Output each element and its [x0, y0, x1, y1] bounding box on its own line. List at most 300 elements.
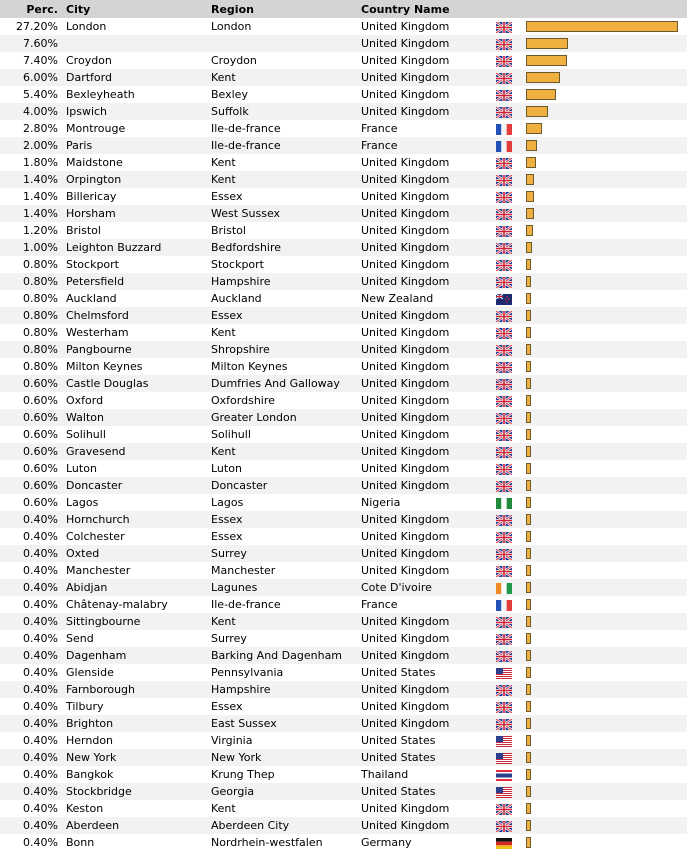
bar-cell: [526, 460, 687, 477]
perc-cell: 0.80%: [0, 273, 66, 290]
region-cell: Milton Keynes: [211, 358, 361, 375]
city-cell: London: [66, 18, 211, 35]
table-row: [0, 681, 687, 698]
flag-cell: [496, 647, 526, 664]
city-cell: Brighton: [66, 715, 211, 732]
country-cell: United Kingdom: [361, 358, 496, 375]
perc-cell: 0.40%: [0, 630, 66, 647]
flag-cell: [496, 222, 526, 239]
uk-flag-icon: [496, 515, 512, 526]
perc-cell: 0.60%: [0, 477, 66, 494]
city-cell: Bexleyheath: [66, 86, 211, 103]
bar-cell: [526, 494, 687, 511]
bar-cell: [526, 239, 687, 256]
flag-cell: [496, 800, 526, 817]
city-cell: Chelmsford: [66, 307, 211, 324]
perc-cell: 0.60%: [0, 426, 66, 443]
city-cell: Hornchurch: [66, 511, 211, 528]
uk-flag-icon: [496, 481, 512, 492]
bar-cell: [526, 35, 687, 52]
bar-cell: [526, 834, 687, 851]
country-cell: United Kingdom: [361, 681, 496, 698]
table-row: [0, 307, 687, 324]
table-row: [0, 69, 687, 86]
bar-cell: [526, 69, 687, 86]
header-region[interactable]: Region: [211, 0, 361, 18]
flag-cell: [496, 443, 526, 460]
region-cell: Krung Thep: [211, 766, 361, 783]
perc-cell: 0.40%: [0, 562, 66, 579]
city-cell: Walton: [66, 409, 211, 426]
perc-cell: 0.80%: [0, 324, 66, 341]
percentage-bar: [526, 191, 534, 202]
bar-cell: [526, 290, 687, 307]
bar-cell: [526, 273, 687, 290]
flag-cell: [496, 545, 526, 562]
region-cell: Kent: [211, 800, 361, 817]
region-cell: Kent: [211, 69, 361, 86]
uk-flag-icon: [496, 362, 512, 373]
region-cell: Nordrhein-westfalen: [211, 834, 361, 851]
percentage-bar: [526, 820, 531, 831]
perc-cell: 0.40%: [0, 783, 66, 800]
country-cell: United Kingdom: [361, 154, 496, 171]
uk-flag-icon: [496, 430, 512, 441]
region-cell: Kent: [211, 154, 361, 171]
table-row: [0, 103, 687, 120]
bar-cell: [526, 732, 687, 749]
perc-cell: 5.40%: [0, 86, 66, 103]
perc-cell: 0.40%: [0, 579, 66, 596]
city-cell: New York: [66, 749, 211, 766]
flag-cell: [496, 715, 526, 732]
uk-flag-icon: [496, 158, 512, 169]
table-row: [0, 205, 687, 222]
table-row: [0, 460, 687, 477]
usa-flag-icon: [496, 787, 512, 798]
flag-cell: [496, 681, 526, 698]
country-cell: United Kingdom: [361, 18, 496, 35]
city-cell: Farnborough: [66, 681, 211, 698]
uk-flag-icon: [496, 447, 512, 458]
percentage-bar: [526, 786, 531, 797]
region-cell: Ile-de-france: [211, 596, 361, 613]
percentage-bar: [526, 650, 531, 661]
city-cell: Manchester: [66, 562, 211, 579]
region-cell: Kent: [211, 613, 361, 630]
region-cell: New York: [211, 749, 361, 766]
table-row: [0, 834, 687, 851]
bar-cell: [526, 664, 687, 681]
region-cell: Doncaster: [211, 477, 361, 494]
flag-cell: [496, 817, 526, 834]
region-cell: Surrey: [211, 545, 361, 562]
percentage-bar: [526, 344, 531, 355]
flag-cell: [496, 579, 526, 596]
flag-cell: [496, 613, 526, 630]
city-cell: Doncaster: [66, 477, 211, 494]
bar-cell: [526, 800, 687, 817]
city-cell: Petersfield: [66, 273, 211, 290]
country-cell: United Kingdom: [361, 426, 496, 443]
region-cell: Essex: [211, 307, 361, 324]
bar-cell: [526, 307, 687, 324]
region-cell: Ile-de-france: [211, 137, 361, 154]
table-row: [0, 698, 687, 715]
bar-cell: [526, 596, 687, 613]
perc-cell: 0.40%: [0, 596, 66, 613]
table-row: [0, 341, 687, 358]
flag-cell: [496, 154, 526, 171]
perc-cell: 0.40%: [0, 545, 66, 562]
bar-cell: [526, 817, 687, 834]
perc-cell: 1.40%: [0, 205, 66, 222]
country-cell: United States: [361, 749, 496, 766]
country-cell: United Kingdom: [361, 52, 496, 69]
city-cell: Horsham: [66, 205, 211, 222]
table-row: [0, 545, 687, 562]
country-cell: United Kingdom: [361, 341, 496, 358]
bar-cell: [526, 477, 687, 494]
table-row: [0, 596, 687, 613]
bar-cell: [526, 392, 687, 409]
perc-cell: 0.40%: [0, 528, 66, 545]
bar-cell: [526, 630, 687, 647]
table-row: [0, 222, 687, 239]
region-cell: Barking And Dagenham: [211, 647, 361, 664]
city-cell: Châtenay-malabry: [66, 596, 211, 613]
perc-cell: 27.20%: [0, 18, 66, 35]
percentage-bar: [526, 548, 531, 559]
perc-cell: 1.20%: [0, 222, 66, 239]
flag-cell: [496, 239, 526, 256]
country-cell: France: [361, 596, 496, 613]
table-row: [0, 579, 687, 596]
bar-cell: [526, 562, 687, 579]
region-cell: Lagos: [211, 494, 361, 511]
table-row: [0, 358, 687, 375]
country-cell: United Kingdom: [361, 103, 496, 120]
region-cell: London: [211, 18, 361, 35]
flag-cell: [496, 562, 526, 579]
flag-cell: [496, 35, 526, 52]
perc-cell: 2.80%: [0, 120, 66, 137]
uk-flag-icon: [496, 702, 512, 713]
perc-cell: 0.80%: [0, 341, 66, 358]
region-cell: Lagunes: [211, 579, 361, 596]
table-row: [0, 732, 687, 749]
france-flag-icon: [496, 600, 512, 611]
percentage-bar: [526, 565, 531, 576]
perc-cell: 0.40%: [0, 749, 66, 766]
bar-cell: [526, 409, 687, 426]
flag-cell: [496, 358, 526, 375]
usa-flag-icon: [496, 668, 512, 679]
table-row: [0, 766, 687, 783]
table-row: [0, 664, 687, 681]
flag-cell: [496, 749, 526, 766]
flag-cell: [496, 307, 526, 324]
country-cell: United Kingdom: [361, 817, 496, 834]
city-cell: Croydon: [66, 52, 211, 69]
table-row: [0, 783, 687, 800]
table-row: [0, 137, 687, 154]
percentage-bar: [526, 582, 531, 593]
flag-cell: [496, 494, 526, 511]
uk-flag-icon: [496, 226, 512, 237]
table-row: [0, 800, 687, 817]
table-row: [0, 817, 687, 834]
table-row: [0, 273, 687, 290]
city-cell: Aberdeen: [66, 817, 211, 834]
city-cell: Tilbury: [66, 698, 211, 715]
table-row: [0, 375, 687, 392]
france-flag-icon: [496, 141, 512, 152]
flag-cell: [496, 103, 526, 120]
perc-cell: 0.40%: [0, 613, 66, 630]
perc-cell: 1.00%: [0, 239, 66, 256]
percentage-bar: [526, 89, 556, 100]
flag-cell: [496, 205, 526, 222]
table-row: [0, 35, 687, 52]
uk-flag-icon: [496, 396, 512, 407]
table-row: [0, 749, 687, 766]
flag-cell: [496, 511, 526, 528]
country-cell: New Zealand: [361, 290, 496, 307]
percentage-bar: [526, 361, 531, 372]
region-cell: Dumfries And Galloway: [211, 375, 361, 392]
uk-flag-icon: [496, 804, 512, 815]
perc-cell: 0.40%: [0, 732, 66, 749]
percentage-bar: [526, 327, 531, 338]
bar-cell: [526, 426, 687, 443]
flag-cell: [496, 392, 526, 409]
percentage-bar: [526, 616, 531, 627]
uk-flag-icon: [496, 345, 512, 356]
region-cell: Shropshire: [211, 341, 361, 358]
perc-cell: 6.00%: [0, 69, 66, 86]
table-header-row: [0, 0, 687, 18]
bar-cell: [526, 18, 687, 35]
bar-cell: [526, 324, 687, 341]
flag-cell: [496, 137, 526, 154]
percentage-bar: [526, 599, 531, 610]
region-cell: West Sussex: [211, 205, 361, 222]
percentage-bar: [526, 72, 560, 83]
region-cell: East Sussex: [211, 715, 361, 732]
uk-flag-icon: [496, 260, 512, 271]
country-cell: United Kingdom: [361, 171, 496, 188]
region-cell: Manchester: [211, 562, 361, 579]
country-cell: United Kingdom: [361, 188, 496, 205]
uk-flag-icon: [496, 328, 512, 339]
percentage-bar: [526, 769, 531, 780]
table-row: [0, 171, 687, 188]
percentage-bar: [526, 140, 537, 151]
header-perc[interactable]: Perc.: [0, 0, 66, 18]
city-cell: Bristol: [66, 222, 211, 239]
city-cell: Oxted: [66, 545, 211, 562]
region-cell: Bedfordshire: [211, 239, 361, 256]
flag-cell: [496, 732, 526, 749]
region-cell: Aberdeen City: [211, 817, 361, 834]
perc-cell: 0.40%: [0, 511, 66, 528]
table-body: [0, 18, 687, 851]
percentage-bar: [526, 684, 531, 695]
uk-flag-icon: [496, 90, 512, 101]
region-cell: Kent: [211, 171, 361, 188]
flag-cell: [496, 460, 526, 477]
percentage-bar: [526, 667, 531, 678]
flag-cell: [496, 477, 526, 494]
percentage-bar: [526, 446, 531, 457]
city-cell: Auckland: [66, 290, 211, 307]
perc-cell: 0.40%: [0, 834, 66, 851]
region-cell: Essex: [211, 188, 361, 205]
flag-cell: [496, 698, 526, 715]
country-cell: United States: [361, 732, 496, 749]
region-cell: Hampshire: [211, 273, 361, 290]
region-cell: Auckland: [211, 290, 361, 307]
header-city[interactable]: City: [66, 0, 211, 18]
uk-flag-icon: [496, 379, 512, 390]
uk-flag-icon: [496, 549, 512, 560]
percentage-bar: [526, 718, 531, 729]
table-row: [0, 443, 687, 460]
country-cell: United States: [361, 664, 496, 681]
uk-flag-icon: [496, 39, 512, 50]
bar-cell: [526, 120, 687, 137]
country-cell: United Kingdom: [361, 443, 496, 460]
header-country[interactable]: Country Name: [361, 0, 496, 18]
thailand-flag-icon: [496, 770, 512, 781]
city-cell: Stockport: [66, 256, 211, 273]
table-row: [0, 86, 687, 103]
region-cell: Stockport: [211, 256, 361, 273]
header-flag: [496, 0, 526, 18]
country-cell: France: [361, 137, 496, 154]
cote-divoire-flag-icon: [496, 583, 512, 594]
table-row: [0, 290, 687, 307]
perc-cell: 1.80%: [0, 154, 66, 171]
country-cell: United Kingdom: [361, 409, 496, 426]
bar-cell: [526, 681, 687, 698]
flag-cell: [496, 256, 526, 273]
percentage-bar: [526, 480, 531, 491]
city-cell: Stockbridge: [66, 783, 211, 800]
city-cell: Bonn: [66, 834, 211, 851]
country-cell: United Kingdom: [361, 613, 496, 630]
flag-cell: [496, 86, 526, 103]
country-cell: United Kingdom: [361, 545, 496, 562]
table-row: [0, 630, 687, 647]
city-cell: Ipswich: [66, 103, 211, 120]
city-cell: Milton Keynes: [66, 358, 211, 375]
perc-cell: 7.60%: [0, 35, 66, 52]
percentage-bar: [526, 208, 534, 219]
bar-cell: [526, 545, 687, 562]
flag-cell: [496, 18, 526, 35]
city-cell: Maidstone: [66, 154, 211, 171]
uk-flag-icon: [496, 532, 512, 543]
table-row: [0, 477, 687, 494]
germany-flag-icon: [496, 838, 512, 849]
bar-cell: [526, 52, 687, 69]
table-row: [0, 494, 687, 511]
bar-cell: [526, 256, 687, 273]
flag-cell: [496, 120, 526, 137]
city-cell: Paris: [66, 137, 211, 154]
region-cell: Bexley: [211, 86, 361, 103]
perc-cell: 2.00%: [0, 137, 66, 154]
bar-cell: [526, 222, 687, 239]
city-cell: Pangbourne: [66, 341, 211, 358]
flag-cell: [496, 630, 526, 647]
uk-flag-icon: [496, 821, 512, 832]
bar-cell: [526, 154, 687, 171]
uk-flag-icon: [496, 22, 512, 33]
percentage-bar: [526, 701, 531, 712]
region-cell: Luton: [211, 460, 361, 477]
table-row: [0, 562, 687, 579]
bar-cell: [526, 341, 687, 358]
perc-cell: 1.40%: [0, 188, 66, 205]
table-row: [0, 392, 687, 409]
bar-cell: [526, 698, 687, 715]
country-cell: United Kingdom: [361, 647, 496, 664]
bar-cell: [526, 613, 687, 630]
country-cell: Cote D'ivoire: [361, 579, 496, 596]
uk-flag-icon: [496, 107, 512, 118]
city-cell: Colchester: [66, 528, 211, 545]
flag-cell: [496, 596, 526, 613]
flag-cell: [496, 341, 526, 358]
usa-flag-icon: [496, 753, 512, 764]
perc-cell: 0.40%: [0, 664, 66, 681]
flag-cell: [496, 426, 526, 443]
flag-cell: [496, 409, 526, 426]
table-row: [0, 18, 687, 35]
region-cell: Suffolk: [211, 103, 361, 120]
percentage-bar: [526, 123, 542, 134]
country-cell: United Kingdom: [361, 86, 496, 103]
region-cell: Pennsylvania: [211, 664, 361, 681]
percentage-bar: [526, 633, 531, 644]
region-cell: [211, 35, 361, 52]
percentage-bar: [526, 157, 536, 168]
percentage-bar: [526, 174, 534, 185]
country-cell: United Kingdom: [361, 511, 496, 528]
country-cell: United States: [361, 783, 496, 800]
city-cell: Montrouge: [66, 120, 211, 137]
table-row: [0, 647, 687, 664]
percentage-bar: [526, 276, 531, 287]
new-zealand-flag-icon: [496, 294, 512, 305]
perc-cell: 4.00%: [0, 103, 66, 120]
city-cell: Castle Douglas: [66, 375, 211, 392]
region-cell: Essex: [211, 698, 361, 715]
country-cell: United Kingdom: [361, 375, 496, 392]
uk-flag-icon: [496, 566, 512, 577]
percentage-bar: [526, 752, 531, 763]
percentage-bar: [526, 497, 531, 508]
country-cell: Thailand: [361, 766, 496, 783]
city-cell: Bangkok: [66, 766, 211, 783]
table-row: [0, 613, 687, 630]
region-cell: Essex: [211, 511, 361, 528]
bar-cell: [526, 188, 687, 205]
percentage-bar: [526, 242, 532, 253]
